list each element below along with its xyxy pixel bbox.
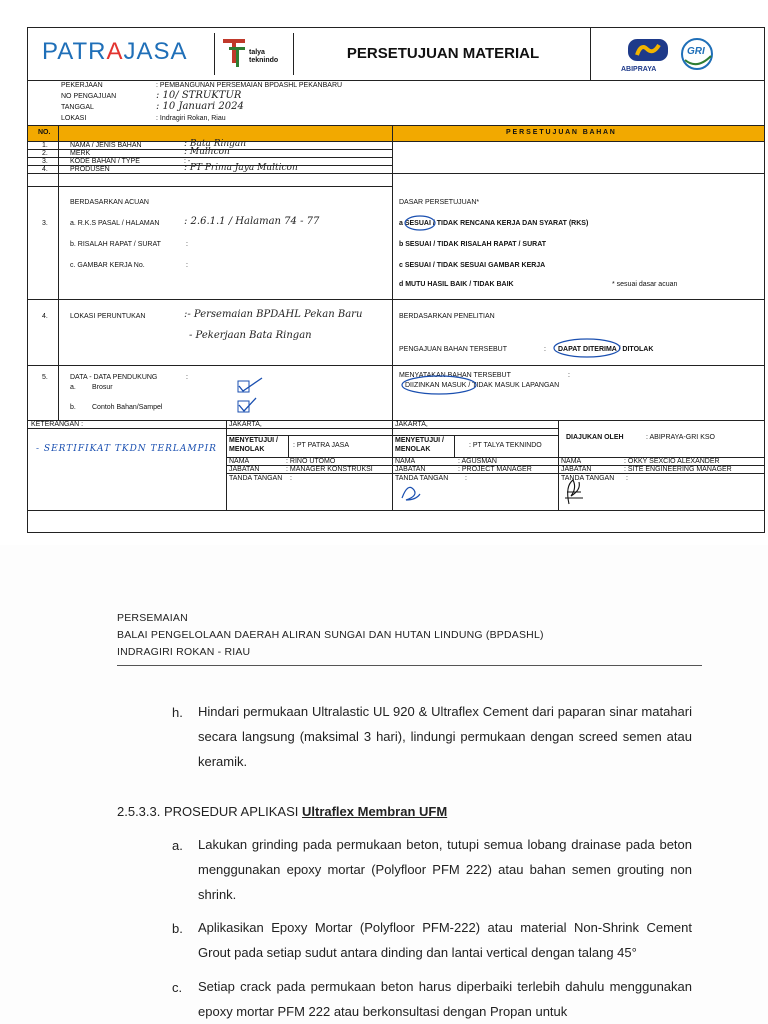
form-title: PERSETUJUAN MATERIAL [346,45,540,62]
table-header-bar [28,125,764,141]
col1-org: : PT PATRA JASA [293,442,350,449]
col1-nama-value: : RINO UTOMO [286,458,336,465]
col3-jabatan-label: JABATAN [561,466,592,473]
pekerjaan-label: PEKERJAAN [61,82,103,89]
signature-agusman-icon [398,480,424,504]
footnote: * sesuai dasar acuan [612,281,678,288]
lokasi-label: LOKASI [61,115,87,122]
sec3-b-value: : [186,241,188,248]
diterima-circle-mark [552,337,624,359]
sample-checkbox-icon[interactable] [236,396,266,416]
abipraya-logo-icon [627,37,671,65]
item-b-label: b. [172,921,183,936]
row-1-label: NAMA / JENIS BAHAN [70,142,142,149]
sec3-c-value: : [186,262,188,269]
col3-nama-label: NAMA [561,458,582,465]
row-3-value: : - [184,158,191,165]
col1-nama-label: NAMA [229,458,250,465]
penelitian-title: BERDASARKAN PENELITIAN [399,313,495,320]
abipraya-label: ABIPRAYA [621,66,657,73]
no-pengajuan-label: NO PENGAJUAN [61,93,117,100]
col2-jabatan-label: JABATAN [395,466,426,473]
keterangan-label: KETERANGAN : [31,421,84,428]
col2-jabatan-value: : PROJECT MANAGER [458,466,532,473]
col3-diajukan: DIAJUKAN OLEH [566,434,624,441]
sec5-b-label: b. [70,404,76,411]
col2-ttd-colon: : [465,475,467,482]
signature-okky-icon [561,476,587,506]
col1-menyetujui: MENYETUJUI / MENOLAK [229,437,279,453]
sec5-b-text: Contoh Bahan/Sampel [92,404,163,411]
sec5-no: 5. [42,374,48,381]
dasar-c: c SESUAI / TIDAK SESUAI GAMBAR KERJA [399,262,546,269]
gri-label: GRI [687,46,705,57]
form-header [28,28,764,81]
col2-menyetujui: MENYETUJUI / MENOLAK [395,437,445,453]
dasar-title: DASAR PERSETUJUAN* [399,199,480,206]
no-header: NO. [38,129,51,136]
material-approval-form [27,27,765,533]
pekerjaan-value: : PEMBANGUNAN PERSEMAIAN BPDASHL PEKANBARU [156,82,343,89]
col2-nama-value: : AGUSMAN [458,458,497,465]
section-title: Ultraflex Membran UFM [301,804,448,819]
pengajuan-label: PENGAJUAN BAHAN TERSEBUT [399,346,508,353]
row-3-label: KODE BAHAN / TYPE [70,158,140,165]
sec3-a-label: a. R.K.S PASAL / HALAMAN [70,220,160,227]
item-a-text: Lakukan grinding pada permukaan beton, tutupi semua lobang drainase pada beton menggunakan epoxy mortar (Polyfloor PFM 222) atau bahan semen grouting non shrink. [198,837,692,902]
diizinkan-circle-mark [399,374,479,396]
specification-page [0,545,768,1024]
col2-nama-label: NAMA [395,458,416,465]
item-h-label: h. [172,705,183,720]
no-pengajuan-value: : 10/ STRUKTUR [156,90,242,101]
brosur-checkbox-icon[interactable] [236,376,272,396]
talya-name: talya teknindo [249,49,279,64]
sesuai-circle-mark [403,214,437,232]
dasar-a: a SESUAI / TIDAK RENCANA KERJA DAN SYARAT (RKS) [399,220,589,227]
patrajasa-logo: PATRAJASA [42,38,188,65]
sec3-b-label: b. RISALAH RAPAT / SURAT [70,241,161,248]
sec4-label: LOKASI PERUNTUKAN [70,313,146,320]
tanggal-value: : 10 Januari 2024 [156,101,244,112]
header-divider [117,665,702,666]
col1-jabatan-value: : MANAGER KONSTRUKSI [286,466,373,473]
item-c-label: c. [172,980,183,995]
lokasi-value: : Indragiri Rokan, Riau [156,115,226,122]
sec3-no: 3. [42,220,48,227]
item-a-label: a. [172,838,183,853]
menyatakan-colon: : [568,372,570,379]
row-2-no: 2. [42,150,48,157]
keterangan-value: - SERTIFIKAT TKDN TERLAMPIR [36,444,217,454]
col3-org: : ABIPRAYA-GRI KSO [646,434,715,441]
dasar-d: d MUTU HASIL BAIK / TIDAK BAIK [399,281,514,288]
sec4-value-2: - Pekerjaan Bata Ringan [189,330,312,341]
col1-ttd-colon: : [290,475,292,482]
doc-header-line1: PERSEMAIAN [117,612,188,624]
row-4-no: 4. [42,166,48,173]
menyatakan-title: MENYATAKAN BAHAN TERSEBUT [399,372,511,379]
persetujuan-header: P E R S E T U J U A N B A H A N [506,129,615,136]
col2-jakarta: JAKARTA, [395,421,428,428]
col2-org: : PT TALYA TEKNINDO [469,442,542,449]
sec5-title: DATA - DATA PENDUKUNG [70,374,158,381]
col1-jakarta: JAKARTA, [229,421,262,428]
row-2-value: : Mulhcon [184,147,230,157]
sec4-value-1: :- Persemaian BPDAHL Pekan Baru [184,309,363,320]
row-4-label: PRODUSEN [70,166,110,173]
row-4-value: : PT Prima Jaya Multicon [184,163,298,173]
pengajuan-colon: : [544,346,546,353]
contractor-logos [590,28,767,80]
sec3-a-value: : 2.6.1.1 / Halaman 74 - 77 [184,216,320,227]
col1-jabatan-label: JABATAN [229,466,260,473]
dasar-b: b SESUAI / TIDAK RISALAH RAPAT / SURAT [399,241,546,248]
talya-logo-icon [221,37,251,69]
sec5-colon: : [186,374,188,381]
doc-header-line2: BALAI PENGELOLAAN DAERAH ALIRAN SUNGAI DAN HUTAN LINDUNG (BPDASHL) [117,629,544,641]
col2-ttd-label: TANDA TANGAN [395,475,449,482]
col3-ttd-colon: : [626,475,628,482]
sec4-no: 4. [42,313,48,320]
talya-logo-box [214,33,294,75]
sec5-a-label: a. [70,384,76,391]
menyatakan-value: DIIZINKAN MASUK / TIDAK MASUK LAPANGAN [405,382,560,389]
sec3-title: BERDASARKAN ACUAN [70,199,149,206]
row-1-no: 1. [42,142,48,149]
col3-nama-value: : OKKY SEXCIO ALEXANDER [624,458,720,465]
section-number: 2.5.3.3. PROSEDUR APLIKASI [117,804,302,819]
section-heading [117,804,447,819]
doc-header-line3: INDRAGIRI ROKAN - RIAU [117,646,251,658]
col3-ttd-label: TANDA TANGAN [561,475,615,482]
col1-ttd-label: TANDA TANGAN [229,475,283,482]
item-b-text: Aplikasikan Epoxy Mortar (Polyfloor PFM-222) atau material Non-Shrink Cement Grout pada setiap sudut antara dinding dan lantai vertical dengan talang 45° [198,920,692,960]
row-3-no: 3. [42,158,48,165]
item-c-text: Setiap crack pada permukaan beton harus diperbaiki terlebih dahulu menggunakan epoxy mortar PFM 222 atau berkonsultasi dengan Propan untuk [198,979,692,1019]
col3-jabatan-value: : SITE ENGINEERING MANAGER [624,466,732,473]
sec5-a-text: Brosur [92,384,113,391]
item-h-text: Hindari permukaan Ultralastic UL 920 & Ultraflex Cement dari paparan sinar matahari secara langsung (maksimal 3 hari), lindungi permukaan dengan screed semen atau keramik. [198,704,692,769]
row-2-label: MERK [70,150,91,157]
sec3-c-label: c. GAMBAR KERJA No. [70,262,145,269]
pengajuan-value: DAPAT DITERIMA / DITOLAK [558,346,654,353]
tanggal-label: TANGGAL [61,104,94,111]
row-1-value: : Bata Ringan [184,139,247,149]
